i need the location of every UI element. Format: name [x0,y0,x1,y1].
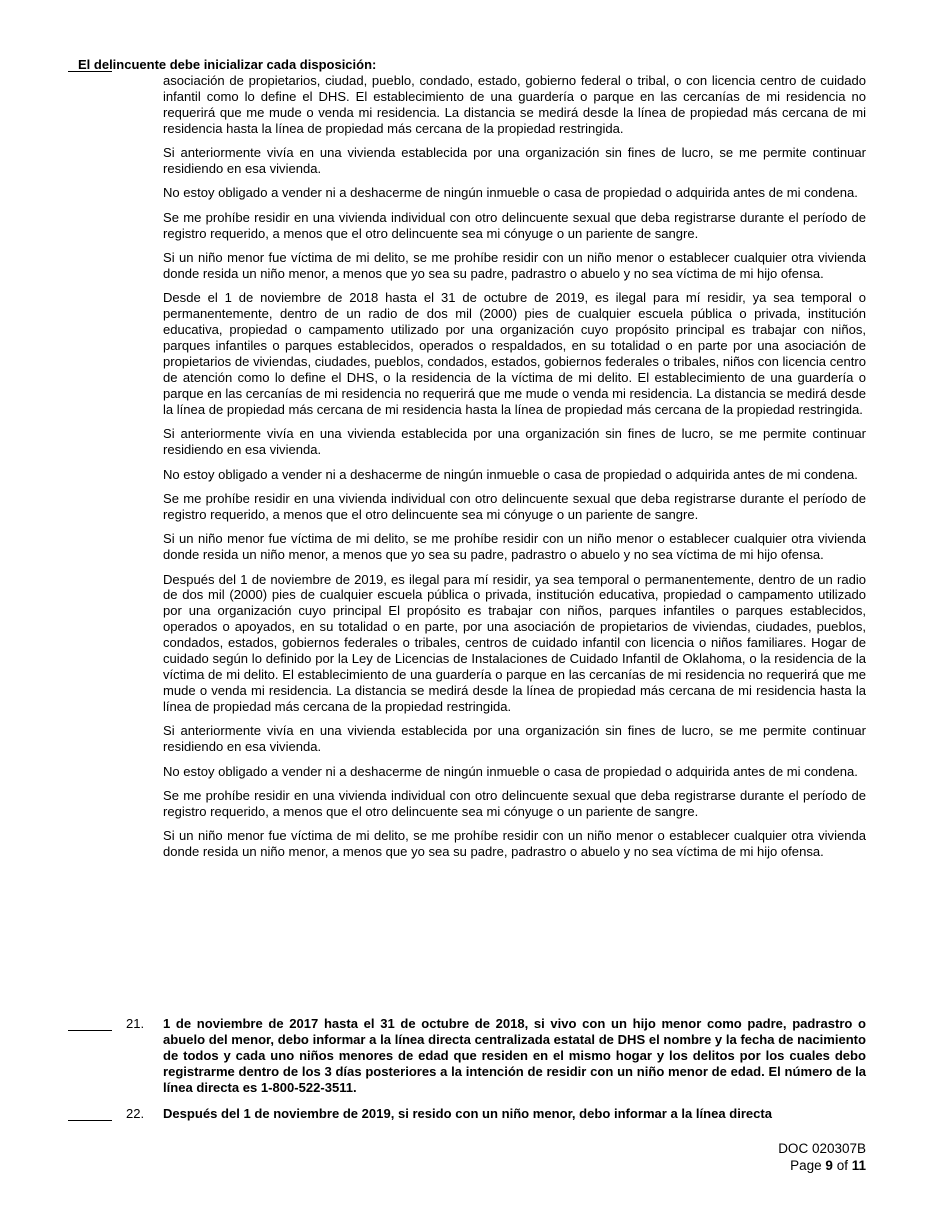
page-prefix: Page [790,1157,822,1173]
provision-paragraph: Si anteriormente vivía en una vivienda establecida por una organización sin fines de lucro, se me permite continuar residiendo en esa vivienda. [163,723,866,755]
provision-paragraph: Desde el 1 de noviembre de 2018 hasta el 31 de octubre de 2019, es ilegal para mí residir, ya sea temporal o permanentemente, dentro de un radio de dos mil (2000) pies de cualquier escuela pública o privada, institución educativa, propiedad o campamento utilizado por una organización cuyo propósito principal es trabajar con niños, parques infantiles o parques establecidos, operados o respaldados, en su totalidad o en parte por una asociación de propietarios de viviendas, ciudades, pueblos, condados, estados, gobiernos federales o tribales, niños con licencia centro de atención como lo define el DHS, o la residencia de la víctima de mi delito. El establecimiento de una guardería o parque en las cercanías de mi residencia no requerirá que me mude o venda mi residencia. La distancia se medirá desde la línea de propiedad más cercana de mi residencia hasta la línea de propiedad más cercana de la propiedad restringida. [163,290,866,417]
provision-paragraph: Si anteriormente vivía en una vivienda establecida por una organización sin fines de lucro, se me permite continuar residiendo en esa vivienda. [163,145,866,177]
initial-line [68,1030,112,1031]
provision-paragraph: Si un niño menor fue víctima de mi delito, se me prohíbe residir con un niño menor o establecer cualquier otra vivienda donde resida un niño menor, a menos que yo sea su padre, padrastro o abuelo y no sea víctima de mi hijo ofensa. [163,250,866,282]
page-of: of [836,1157,848,1173]
page-indicator [778,1158,866,1175]
item-number: 22. [126,1106,145,1121]
provisions-body [163,73,866,869]
provision-paragraph: Si un niño menor fue víctima de mi delito, se me prohíbe residir con un niño menor o establecer cualquier otra vivienda donde resida un niño menor, a menos que yo sea su padre, padrastro o abuelo y no sea víctima de mi hijo ofensa. [163,531,866,563]
page-total: 11 [851,1157,866,1173]
provision-paragraph: Si un niño menor fue víctima de mi delito, se me prohíbe residir con un niño menor o establecer cualquier otra vivienda donde resida un niño menor, a menos que yo sea su padre, padrastro o abuelo y no sea víctima de mi hijo ofensa. [163,828,866,860]
section-header: El delincuente debe inicializar cada disposición: [78,57,377,72]
provision-paragraph: Se me prohíbe residir en una vivienda individual con otro delincuente sexual que deba registrarse durante el período de registro requerido, a menos que el otro delincuente sea mi cónyuge o un pariente de sangre. [163,490,866,522]
provision-paragraph: asociación de propietarios, ciudad, pueblo, condado, estado, gobierno federal o tribal, o con licencia centro de cuidado infantil como lo define el DHS. El establecimiento de una guardería o parque en las cercanías de mi residencia no requerirá que me mude o venda mi residencia. La distancia se medirá desde la línea de propiedad más cercana de mi residencia hasta la línea de propiedad más cercana de la propiedad restringida. [163,73,866,136]
provision-paragraph: Se me prohíbe residir en una vivienda individual con otro delincuente sexual que deba registrarse durante el período de registro requerido, a menos que el otro delincuente sea mi cónyuge o un pariente de sangre. [163,209,866,241]
item-text: 1 de noviembre de 2017 hasta el 31 de octubre de 2018, si vivo con un hijo menor como padre, padrastro o abuelo del menor, debo informar a la línea directa centralizada estatal de DHS el nombre y la fecha de nacimiento de todos y cada uno niños menores de edad que residen en el mismo hogar y los delitos por los cuales debo registrarme dentro de los 3 días posteriores a la intención de residir con un niño menor de edad. El número de la línea directa es 1-800-522-3511. [163,1016,866,1095]
item-number: 21. [126,1016,145,1031]
provision-paragraph: No estoy obligado a vender ni a deshacerme de ningún inmueble o casa de propiedad o adquirida antes de mi condena. [163,466,858,482]
doc-number: DOC 020307B [778,1141,866,1156]
item-text: Después del 1 de noviembre de 2019, si resido con un niño menor, debo informar a la línea directa [163,1106,773,1121]
provision-paragraph: Se me prohíbe residir en una vivienda individual con otro delincuente sexual que deba registrarse durante el período de registro requerido, a menos que el otro delincuente sea mi cónyuge o un pariente de sangre. [163,787,866,819]
initial-line [68,1120,112,1121]
provision-paragraph: No estoy obligado a vender ni a deshacerme de ningún inmueble o casa de propiedad o adquirida antes de mi condena. [163,763,858,779]
provision-paragraph: Si anteriormente vivía en una vivienda establecida por una organización sin fines de lucro, se me permite continuar residiendo en esa vivienda. [163,426,866,458]
header-initial-line [68,71,112,72]
page-footer [778,1141,866,1174]
page-current: 9 [825,1157,833,1173]
provision-paragraph: No estoy obligado a vender ni a deshacerme de ningún inmueble o casa de propiedad o adquirida antes de mi condena. [163,185,858,201]
provision-paragraph: Después del 1 de noviembre de 2019, es ilegal para mí residir, ya sea temporal o permanentemente, dentro de un radio de dos mil (2000) pies de cualquier escuela pública o privada, institución educativa, propiedad o campamento utilizado por una organización cuyo principal El propósito es trabajar con niños, parques infantiles o parques establecidos, operados o apoyados, en su totalidad o en parte, por una asociación de propietarios de viviendas, ciudades, pueblos, condados, estados, gobiernos federales o tribales, centros de cuidado infantil con licencia o niños familiares. Hogar de cuidado según lo definido por la Ley de Licencias de Instalaciones de Cuidado Infantil de Oklahoma, o la residencia de la víctima de mi delito. El establecimiento de una guardería o parque en las cercanías de mi residencia no requerirá que me mude o venda mi residencia. La distancia se medirá desde la línea de propiedad más cercana de mi residencia hasta la línea de propiedad más cercana de la propiedad restringida. [163,571,866,714]
